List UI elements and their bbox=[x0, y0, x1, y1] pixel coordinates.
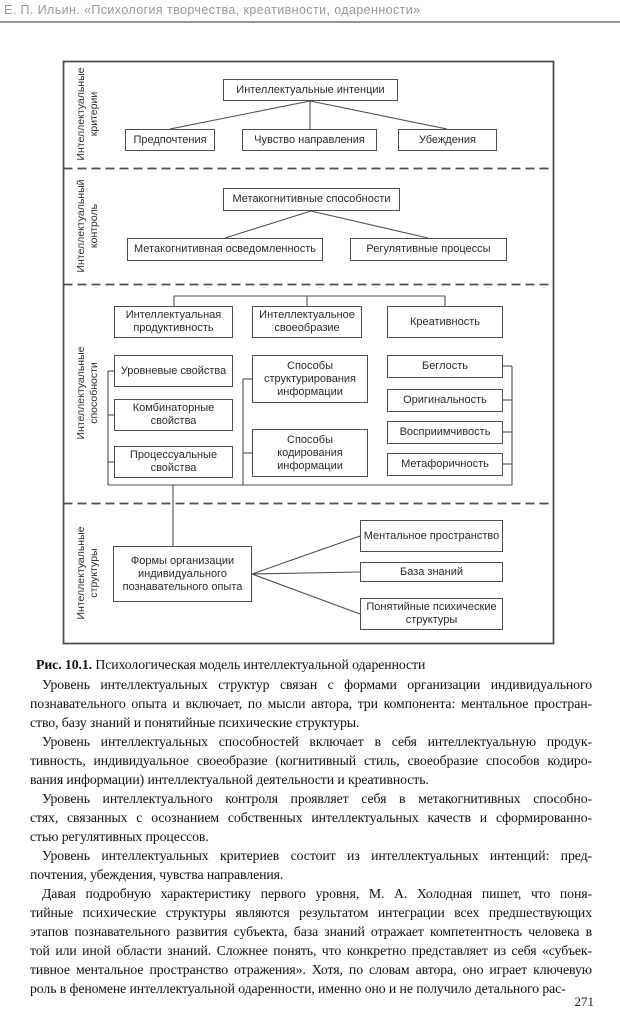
box-mental-space: Ментальное пространство bbox=[360, 520, 503, 552]
box-knowledge-base: База знаний bbox=[360, 562, 503, 582]
row-label-intellectual-abilities: Интеллектуальные способности bbox=[75, 346, 100, 440]
text-line: тивность, индивидуальное своеобразие (когнитивный стиль, своеобразие способов кодиро- bbox=[30, 753, 592, 768]
text-line: почтения, убеждения, чувства направления. bbox=[30, 867, 284, 882]
text-line: Уровень интеллектуальных структур связан с формами организации индивидуального bbox=[42, 677, 592, 692]
box-metacognitive-abilities: Метакогнитивные способности bbox=[223, 188, 400, 211]
figure-caption-label: Рис. 10.1. bbox=[36, 657, 92, 672]
row-label-intellectual-criteria: Интеллектуальные критерии bbox=[75, 67, 100, 161]
row-label-intellectual-structures: Интеллектуальные структуры bbox=[75, 526, 100, 620]
box-information-structuring-methods: Способы структурирования информации bbox=[252, 355, 368, 403]
box-preferences: Предпочтения bbox=[125, 129, 215, 151]
box-metacognitive-awareness: Метакогнитивная осведомленность bbox=[127, 238, 323, 261]
box-originality: Оригинальность bbox=[387, 389, 503, 412]
text-line: стью регулятивных процессов. bbox=[30, 829, 209, 844]
figure-caption-text: Психологическая модель интеллектуальной одаренности bbox=[92, 657, 426, 672]
text-line: познавательного опыта и включает, по мысли автора, три компонента: ментальное простран- bbox=[30, 696, 592, 711]
text-line: этапов познавательного развития субъекта, база знаний отражает компетентность человека в bbox=[30, 924, 592, 939]
text-line: тивное ментальное пространство отражения». Хотя, по словам автора, оно играет ключевую bbox=[30, 962, 592, 977]
text-line: Давая подробную характеристику первого уровня, М. А. Холодная пишет, что поня- bbox=[42, 886, 592, 901]
box-creativity: Креативность bbox=[387, 306, 503, 338]
box-fluency: Беглость bbox=[387, 355, 503, 378]
box-intellectual-originality: Интеллектуальное своеобразие bbox=[252, 306, 362, 338]
box-intellectual-intentions: Интеллектуальные интенции bbox=[223, 79, 398, 101]
text-line: Уровень интеллектуальных способностей включает в себя интеллектуальную продук- bbox=[42, 734, 592, 749]
box-regulatory-processes: Регулятивные процессы bbox=[350, 238, 507, 261]
text-line: вания информации) интеллектуальной деятельности и креативность. bbox=[30, 772, 429, 787]
box-intellectual-productivity: Интеллектуальная продуктивность bbox=[114, 306, 233, 338]
box-combinatorial-properties: Комбинаторные свойства bbox=[114, 399, 233, 431]
box-information-coding-methods: Способы кодирования информации bbox=[252, 429, 368, 477]
text-line: Уровень интеллектуального контроля проявляет себя в метакогнитивных способно- bbox=[42, 791, 592, 806]
box-beliefs: Убеждения bbox=[398, 129, 497, 151]
text-line: той или иной области знаний. Сложнее понять, что конкретно представляет из себя «субъек- bbox=[30, 943, 592, 958]
text-line: роль в феномене интеллектуальной одаренности, именно оно и не получило детального рас- bbox=[30, 981, 566, 996]
text-line: тийные психические структуры являются результатом интеграции всех предшествующих bbox=[30, 905, 592, 920]
paragraphs bbox=[30, 675, 592, 998]
box-processual-properties: Процессуальные свойства bbox=[114, 446, 233, 478]
body-text bbox=[30, 655, 592, 998]
row-label-intellectual-control: Интеллектуальный контроль bbox=[75, 179, 100, 273]
box-sense-of-direction: Чувство направления bbox=[242, 129, 377, 151]
running-header-text: Е. П. Ильин. «Психология творчества, креативности, одаренности» bbox=[4, 3, 421, 17]
box-conceptual-psychic-structures: Понятийные психические структуры bbox=[360, 598, 503, 630]
box-metaphoricity: Метафоричность bbox=[387, 453, 503, 476]
page-number: 271 bbox=[574, 994, 594, 1009]
box-forms-of-cognitive-experience: Формы организации индивидуального познавательного опыта bbox=[113, 546, 252, 602]
box-level-properties: Уровневые свойства bbox=[114, 355, 233, 387]
text-line: ство, базу знаний и понятийные психические структуры. bbox=[30, 715, 360, 730]
text-line: Уровень интеллектуальных критериев состоит из интеллектуальных интенций: пред- bbox=[42, 848, 592, 863]
figure-caption bbox=[30, 655, 592, 674]
box-receptivity: Восприимчивость bbox=[387, 421, 503, 444]
text-line: стях, связанных с осознанием собственных интеллектуальных качеств и сформированно- bbox=[30, 810, 592, 825]
